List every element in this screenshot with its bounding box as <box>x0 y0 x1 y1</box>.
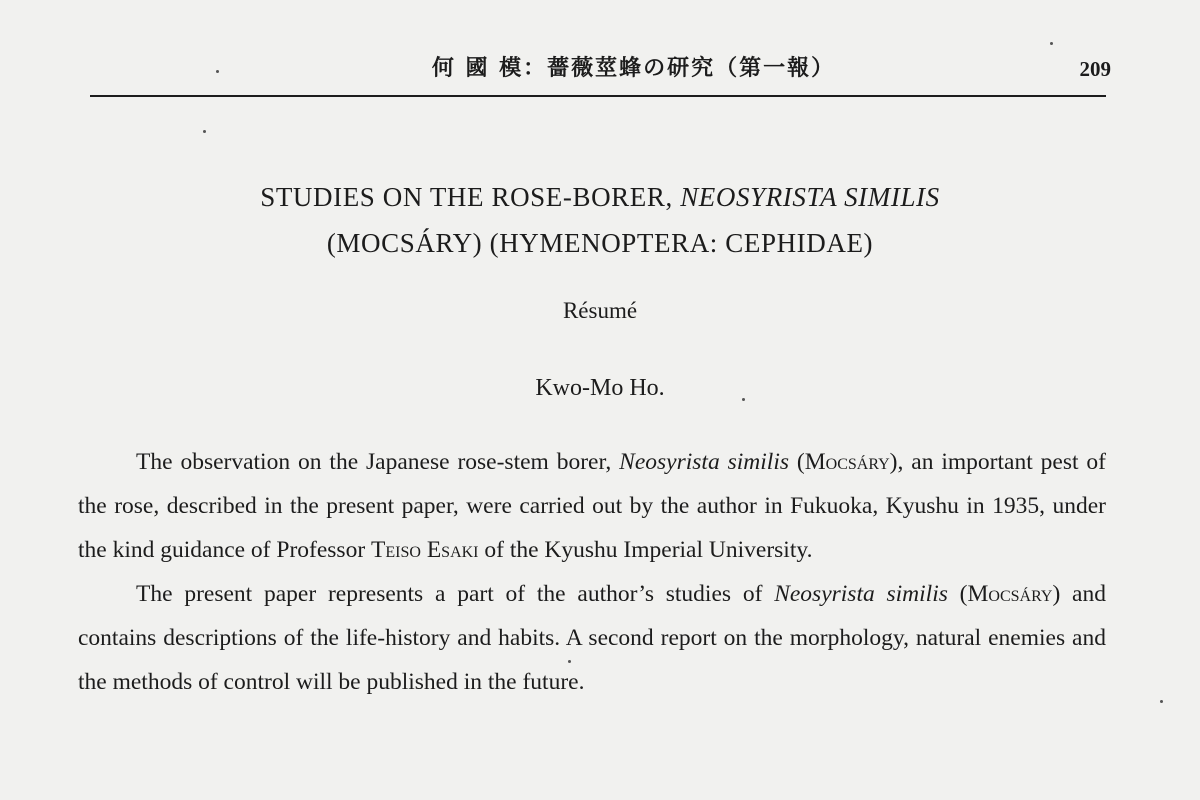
paragraph-1 <box>78 440 1106 572</box>
running-title: 何 國 模：薔薇莖蜂の研究（第一報） <box>431 56 836 81</box>
page-number: 209 <box>1079 57 1111 81</box>
scan-speck <box>1160 700 1163 703</box>
scan-speck <box>216 70 219 73</box>
paragraph-2-text: The present paper represents a part of the author’s studies of <box>136 581 775 607</box>
running-head <box>92 52 1111 86</box>
paper-title-line-2: (MOCSÁRY) (HYMENOPTERA: CEPHIDAE) <box>326 228 874 258</box>
author-name: Kwo-Mo Ho. <box>535 375 665 401</box>
paragraph-1-text: ), an important pest of the rose, described in the present paper, were carried out by the author in Fukuoka, Kyushu in 1935, under the kind guidance of Professor <box>78 449 1107 563</box>
title-prefix: STUDIES ON THE ROSE-BORER, <box>260 182 681 212</box>
paper-title <box>150 174 1050 266</box>
paragraph-1-text: The observation on the Japanese rose-stem borer, <box>136 449 620 475</box>
paragraph-1-text: ( <box>789 449 805 475</box>
paragraph-2-text: ( <box>947 581 968 607</box>
author-citation: Mocsáry <box>967 581 1053 607</box>
title-species-name: NEOSYRISTA SIMILIS <box>680 182 940 212</box>
scan-speck <box>203 130 206 133</box>
scan-speck <box>742 398 745 401</box>
paragraph-2-text: ) and contains descriptions of the life-history and habits. A second report on the morphology, natural enemies and the methods of control will be published in the future. <box>78 581 1106 695</box>
scan-speck <box>1050 42 1053 45</box>
paragraph-2 <box>78 572 1106 704</box>
species-name: Neosyrista similis <box>774 581 948 607</box>
header-rule <box>90 95 1106 97</box>
resume-body <box>78 440 1106 704</box>
author-citation: Mocsáry <box>804 449 890 475</box>
paragraph-1-text: of the Kyushu Imperial University. <box>478 537 813 563</box>
section-heading: Résumé <box>562 298 638 323</box>
paper-title-line-1 <box>150 174 1050 220</box>
species-name: Neosyrista similis <box>619 449 789 475</box>
professor-name: Teiso Esaki <box>371 537 479 563</box>
scan-speck <box>568 660 571 663</box>
